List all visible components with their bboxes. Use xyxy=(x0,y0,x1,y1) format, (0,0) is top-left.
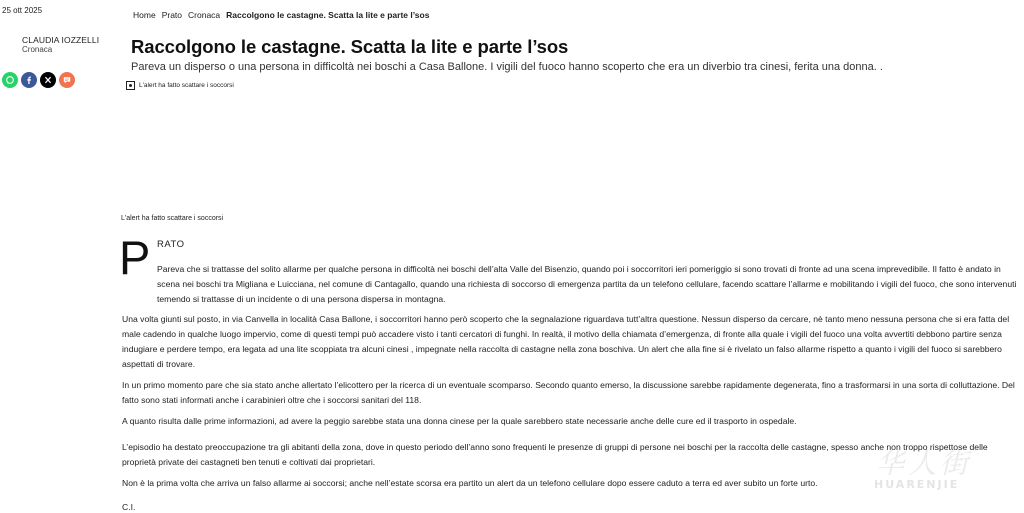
image-caption-below: L'alert ha fatto scattare i soccorsi xyxy=(121,215,224,222)
comment-icon xyxy=(62,75,72,85)
breadcrumb xyxy=(133,10,429,20)
drop-cap: P xyxy=(119,231,151,284)
article-paragraph: Non è la prima volta che arriva un falso allarme ai soccorsi; anche nell’estate scorsa era partito un alert da un telefono cellulare dopo essere caduto a terra ed aver subito un forte urto. xyxy=(122,478,818,488)
whatsapp-share-button[interactable] xyxy=(2,72,18,88)
article-paragraph: Una volta giunti sul posto, in via Canvella in località Casa Ballone, i soccorritori hanno però scoperto che la segnalazione riguardava tutt’altra questione. Nessun disperso da cercare, nè tanto meno nessuna persona che si era fatta del male cadendo in qualche luogo impervio, come di questi tempi può accadere visto i tanti cercatori di funghi. In realtà, il motivo della chiamata d’emergenza, di fronte alla quale i vigili del fuoco una volta avvertiti debbono partire senza indugiare e perdere tempo, era legata ad una lite scoppiata tra alcuni cinesi , impegnate nella raccolta di castagne nella zona boschiva. Un alert che alla fine si è rivelato un falso allarme rispetto a quanto i vigili del fuoco si sarebbero aspettati di trovare. xyxy=(122,314,1010,369)
whatsapp-icon xyxy=(5,75,15,85)
article-dateline: RATO xyxy=(157,239,185,250)
author-section: Cronaca xyxy=(22,45,53,54)
x-share-button[interactable] xyxy=(40,72,56,88)
article-subtitle: Pareva un disperso o una persona in difficoltà nei boschi a Casa Ballone. I vigili del fuoco hanno scoperto che era un diverbio tra cinesi, ferita una donna. . xyxy=(131,61,883,73)
breadcrumb-current: Raccolgono le castagne. Scatta la lite e parte l’sos xyxy=(226,10,430,20)
share-buttons xyxy=(2,72,75,88)
image-caption xyxy=(126,81,234,90)
article-paragraph: In un primo momento pare che sia stato anche allertato l’elicottero per la ricerca di un eventuale scomparso. Secondo quanto emerso, la discussione sarebbe rapidamente degenerata, fino a trasformarsi in una sorta di colluttazione. Del fatto sono stati informati anche i carabinieri oltre che i soccorsi sanitari del 118. xyxy=(122,380,1015,405)
article-date: 25 ott 2025 xyxy=(2,6,43,15)
breadcrumb-section[interactable]: Cronaca xyxy=(188,10,221,20)
article-paragraph: Pareva che si trattasse del solito allarme per qualche persona in difficoltà nei boschi dell’alta Valle del Bisenzio, quando poi i soccorritori ieri pomeriggio si sono trovati di fronte ad una scena imprevedibile. Il fatto è andato in scena nei boschi tra Migliana e Luicciana, nel comune di Cantagallo, quando una richiesta di soccorso di emergenza partita da un telefono cellulare, facendo scattare l’allarme e mobilitando i vigili del fuoco, che sono intervenuti temendo si trattasse di un incidente o di una persona dispersa in montagna. xyxy=(157,264,1017,304)
article-title: Raccolgono le castagne. Scatta la lite e parte l’sos xyxy=(131,36,569,57)
x-icon xyxy=(43,75,53,85)
breadcrumb-home[interactable]: Home xyxy=(133,10,156,20)
author-name[interactable]: CLAUDIA IOZZELLI xyxy=(22,35,100,45)
watermark-glyphs: 华人街 xyxy=(876,447,973,480)
breadcrumb-city[interactable]: Prato xyxy=(161,10,183,20)
article-signature: C.I. xyxy=(122,502,136,512)
watermark-logo xyxy=(858,442,1008,498)
article-paragraph: L’episodio ha destato preoccupazione tra gli abitanti della zona, dove in questo periodo dell’anno sono frequenti le presenze di gruppi di persone nei boschi per la raccolta delle castagne, spesso anche non troppo rispettose delle proprietà private dei castagneti ben tenuti e coltivati dai proprietari. xyxy=(122,442,988,467)
article-paragraph: A quanto risulta dalle prime informazioni, ad avere la peggio sarebbe stata una donna cinese per la quale sarebbero state necessarie anche delle cure ed il trasporto in ospedale. xyxy=(122,416,797,426)
facebook-share-button[interactable] xyxy=(21,72,37,88)
camera-icon xyxy=(126,81,135,90)
comment-share-button[interactable] xyxy=(59,72,75,88)
watermark-text: HUARENJIE xyxy=(874,478,960,491)
image-caption-text: L'alert ha fatto scattare i soccorsi xyxy=(139,82,234,89)
facebook-icon xyxy=(24,75,34,85)
